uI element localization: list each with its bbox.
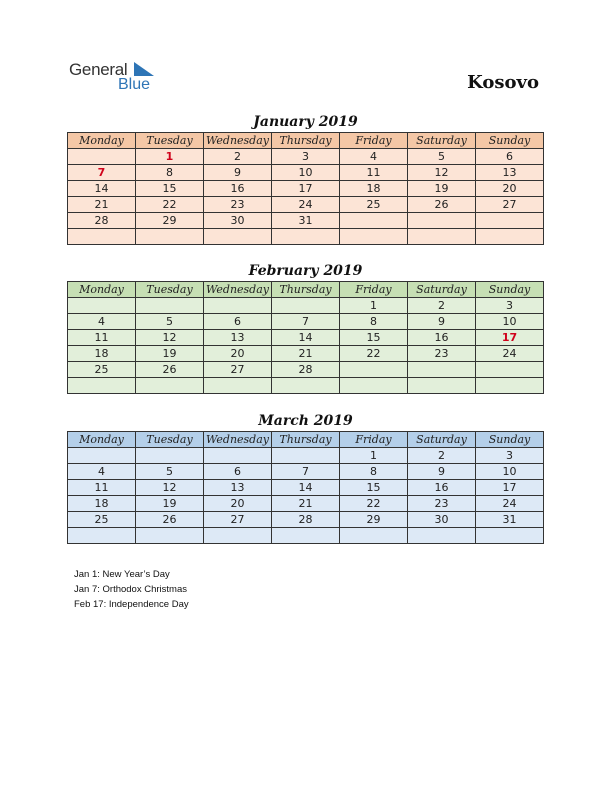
day-cell <box>340 362 408 378</box>
day-cell <box>476 378 544 394</box>
holiday-note: Feb 17: Independence Day <box>74 599 189 610</box>
week-row <box>68 464 544 480</box>
weekday-header: Tuesday <box>136 133 204 149</box>
weekday-header: Monday <box>68 133 136 149</box>
holiday-note: Jan 1: New Year’s Day <box>74 569 170 580</box>
day-cell: 13 <box>204 480 272 496</box>
day-cell: 7 <box>272 314 340 330</box>
weekday-header: Sunday <box>476 282 544 298</box>
day-cell <box>408 362 476 378</box>
day-cell <box>136 229 204 245</box>
holiday-note: Jan 7: Orthodox Christmas <box>74 584 187 595</box>
day-cell: 28 <box>272 512 340 528</box>
week-row <box>68 181 544 197</box>
day-cell: 27 <box>204 362 272 378</box>
day-cell: 26 <box>408 197 476 213</box>
day-cell: 4 <box>68 314 136 330</box>
day-cell: 21 <box>272 346 340 362</box>
day-cell <box>476 528 544 544</box>
day-cell: 8 <box>136 165 204 181</box>
day-cell <box>68 528 136 544</box>
week-row <box>68 229 544 245</box>
day-cell: 7 <box>272 464 340 480</box>
day-cell: 2 <box>204 149 272 165</box>
day-cell: 14 <box>272 480 340 496</box>
day-cell: 12 <box>136 330 204 346</box>
weekday-header: Tuesday <box>136 282 204 298</box>
day-cell: 25 <box>68 362 136 378</box>
day-cell: 15 <box>340 330 408 346</box>
day-cell: 3 <box>476 448 544 464</box>
month-title: February 2019 <box>248 263 363 279</box>
day-cell: 6 <box>204 464 272 480</box>
day-cell: 12 <box>136 480 204 496</box>
day-cell: 9 <box>204 165 272 181</box>
day-cell: 4 <box>340 149 408 165</box>
day-cell: 15 <box>340 480 408 496</box>
month-title: January 2019 <box>253 114 358 130</box>
day-cell: 18 <box>340 181 408 197</box>
day-cell: 10 <box>272 165 340 181</box>
day-cell: 10 <box>476 464 544 480</box>
day-cell: 13 <box>476 165 544 181</box>
day-cell: 30 <box>204 213 272 229</box>
day-cell: 22 <box>340 346 408 362</box>
day-cell: 20 <box>204 496 272 512</box>
day-cell <box>272 229 340 245</box>
weekday-header: Friday <box>340 282 408 298</box>
day-cell <box>272 378 340 394</box>
weekday-header: Thursday <box>272 432 340 448</box>
week-row <box>68 480 544 496</box>
logo-triangle-icon <box>134 62 154 76</box>
day-cell: 17 <box>272 181 340 197</box>
day-cell: 20 <box>204 346 272 362</box>
week-row <box>68 346 544 362</box>
day-cell: 28 <box>68 213 136 229</box>
day-cell <box>136 378 204 394</box>
month-block-january <box>67 112 544 245</box>
day-cell: 1 <box>340 298 408 314</box>
week-row <box>68 512 544 528</box>
day-cell: 21 <box>272 496 340 512</box>
day-cell: 23 <box>408 346 476 362</box>
day-cell: 11 <box>68 330 136 346</box>
day-cell: 31 <box>272 213 340 229</box>
calendar-table <box>67 281 544 394</box>
country-title: Kosovo <box>467 72 539 93</box>
day-cell: 6 <box>476 149 544 165</box>
weekday-header: Wednesday <box>204 133 272 149</box>
day-cell: 9 <box>408 464 476 480</box>
weekday-header: Friday <box>340 432 408 448</box>
day-cell: 8 <box>340 464 408 480</box>
weekday-header: Monday <box>68 282 136 298</box>
weekday-header: Saturday <box>408 133 476 149</box>
week-row <box>68 197 544 213</box>
day-cell <box>408 528 476 544</box>
day-cell: 25 <box>340 197 408 213</box>
weekday-header: Saturday <box>408 432 476 448</box>
weekday-header-row <box>68 432 544 448</box>
day-cell: 24 <box>476 496 544 512</box>
day-cell <box>408 229 476 245</box>
week-row <box>68 149 544 165</box>
day-cell: 11 <box>68 480 136 496</box>
day-cell: 5 <box>136 464 204 480</box>
day-cell: 2 <box>408 298 476 314</box>
day-cell: 5 <box>408 149 476 165</box>
day-cell <box>476 229 544 245</box>
day-cell <box>340 213 408 229</box>
day-cell <box>68 448 136 464</box>
weekday-header: Sunday <box>476 133 544 149</box>
logo-text-general: General <box>69 60 128 79</box>
logo-text-blue: Blue <box>118 76 151 93</box>
weekday-header-row <box>68 282 544 298</box>
day-cell <box>272 448 340 464</box>
day-cell: 17 <box>476 330 544 346</box>
day-cell <box>476 362 544 378</box>
day-cell: 27 <box>476 197 544 213</box>
calendar-table <box>67 431 544 544</box>
day-cell: 8 <box>340 314 408 330</box>
week-row <box>68 362 544 378</box>
day-cell <box>68 149 136 165</box>
day-cell: 21 <box>68 197 136 213</box>
day-cell: 19 <box>136 496 204 512</box>
day-cell: 13 <box>204 330 272 346</box>
day-cell: 30 <box>408 512 476 528</box>
week-row <box>68 213 544 229</box>
generalblue-logo <box>69 60 169 96</box>
day-cell <box>68 229 136 245</box>
day-cell: 1 <box>136 149 204 165</box>
day-cell <box>340 528 408 544</box>
weekday-header: Thursday <box>272 282 340 298</box>
day-cell: 24 <box>272 197 340 213</box>
day-cell <box>272 528 340 544</box>
day-cell: 6 <box>204 314 272 330</box>
weekday-header: Monday <box>68 432 136 448</box>
day-cell <box>204 229 272 245</box>
day-cell <box>272 298 340 314</box>
day-cell: 15 <box>136 181 204 197</box>
day-cell <box>204 528 272 544</box>
day-cell: 3 <box>476 298 544 314</box>
week-row <box>68 165 544 181</box>
day-cell <box>136 528 204 544</box>
day-cell: 18 <box>68 346 136 362</box>
day-cell: 10 <box>476 314 544 330</box>
day-cell <box>68 298 136 314</box>
weekday-header: Wednesday <box>204 282 272 298</box>
day-cell: 1 <box>340 448 408 464</box>
day-cell: 22 <box>136 197 204 213</box>
day-cell: 16 <box>408 480 476 496</box>
day-cell: 25 <box>68 512 136 528</box>
day-cell <box>476 213 544 229</box>
day-cell: 29 <box>136 213 204 229</box>
weekday-header: Wednesday <box>204 432 272 448</box>
month-block-february <box>67 261 544 394</box>
day-cell <box>204 298 272 314</box>
month-title: March 2019 <box>258 413 353 429</box>
day-cell: 16 <box>204 181 272 197</box>
day-cell: 5 <box>136 314 204 330</box>
day-cell <box>408 213 476 229</box>
day-cell: 29 <box>340 512 408 528</box>
weekday-header: Thursday <box>272 133 340 149</box>
day-cell: 14 <box>272 330 340 346</box>
weekday-header: Tuesday <box>136 432 204 448</box>
day-cell <box>204 448 272 464</box>
day-cell: 27 <box>204 512 272 528</box>
week-row <box>68 528 544 544</box>
day-cell: 3 <box>272 149 340 165</box>
day-cell: 14 <box>68 181 136 197</box>
day-cell: 19 <box>408 181 476 197</box>
day-cell: 12 <box>408 165 476 181</box>
day-cell: 28 <box>272 362 340 378</box>
day-cell: 16 <box>408 330 476 346</box>
week-row <box>68 330 544 346</box>
weekday-header-row <box>68 133 544 149</box>
weekday-header: Friday <box>340 133 408 149</box>
week-row <box>68 314 544 330</box>
day-cell: 19 <box>136 346 204 362</box>
day-cell <box>204 378 272 394</box>
calendar-table <box>67 132 544 245</box>
day-cell: 17 <box>476 480 544 496</box>
weekday-header: Sunday <box>476 432 544 448</box>
day-cell: 18 <box>68 496 136 512</box>
day-cell: 23 <box>204 197 272 213</box>
day-cell: 2 <box>408 448 476 464</box>
day-cell <box>408 378 476 394</box>
month-block-march <box>67 411 544 544</box>
day-cell: 11 <box>340 165 408 181</box>
day-cell: 7 <box>68 165 136 181</box>
day-cell <box>136 298 204 314</box>
day-cell <box>340 229 408 245</box>
day-cell <box>340 378 408 394</box>
day-cell: 9 <box>408 314 476 330</box>
day-cell: 22 <box>340 496 408 512</box>
week-row <box>68 378 544 394</box>
week-row <box>68 496 544 512</box>
week-row <box>68 298 544 314</box>
day-cell: 24 <box>476 346 544 362</box>
day-cell: 4 <box>68 464 136 480</box>
day-cell: 20 <box>476 181 544 197</box>
week-row <box>68 448 544 464</box>
day-cell: 26 <box>136 362 204 378</box>
day-cell <box>136 448 204 464</box>
day-cell: 23 <box>408 496 476 512</box>
day-cell: 31 <box>476 512 544 528</box>
holiday-notes <box>74 567 189 612</box>
day-cell <box>68 378 136 394</box>
weekday-header: Saturday <box>408 282 476 298</box>
day-cell: 26 <box>136 512 204 528</box>
